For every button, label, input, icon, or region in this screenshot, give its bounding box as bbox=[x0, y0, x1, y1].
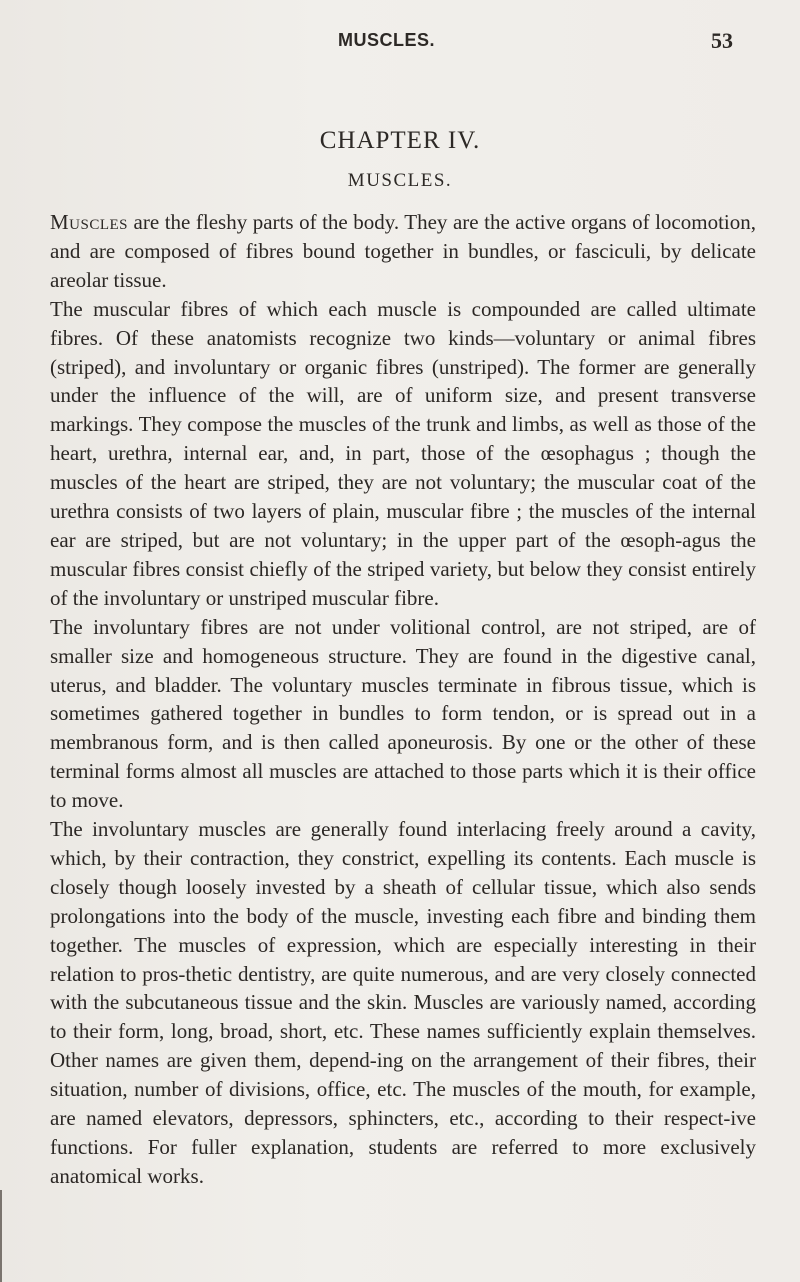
page-edge-mark bbox=[0, 1190, 2, 1282]
section-title: MUSCLES. bbox=[347, 170, 453, 191]
lead-word: Muscles bbox=[50, 210, 129, 234]
paragraph-1 bbox=[50, 208, 756, 295]
paragraph-4: The involuntary muscles are generally found interlacing freely around a cavity, which, by their contraction, they constrict, expelling its contents. Each muscle is closely though loosely invested by a sheath of cellular tissue, which also sends prolongations into the body of the muscle, investing each fibre and binding them together. The muscles of expression, which are especially interesting in their relation to pros-thetic dentistry, are quite numerous, and are very closely connected with the subcutaneous tissue and the skin. Muscles are variously named, according to their form, long, broad, short, etc. These names sufficiently explain themselves. Other names are given them, depend-ing on the arrangement of their fibres, their situation, number of divisions, office, etc. The muscles of the mouth, for example, are named elevators, depressors, sphincters, etc., according to their respect-ive functions. For fuller explanation, students are referred to more exclusively anatomical works. bbox=[50, 817, 756, 1188]
chapter-title: CHAPTER IV. bbox=[319, 127, 481, 154]
page-number: 53 bbox=[711, 28, 733, 53]
running-head: MUSCLES. bbox=[338, 30, 436, 50]
paragraph-2: The muscular fibres of which each muscle is compounded are called ultimate fibres. Of these anatomists recognize two kinds—voluntary or animal fibres (striped), and involuntary or organic fibres (unstriped). The former are generally under the influence of the will, are of uniform size, and present transverse markings. They compose the muscles of the trunk and limbs, as well as those of the heart, urethra, internal ear, and, in part, those of the œsophagus ; though the muscles of the heart are striped, they are not voluntary; the muscular coat of the urethra consists of two layers of plain, muscular fibre ; the muscles of the internal ear are striped, but are not voluntary; in the upper part of the œsoph-agus the muscular fibres consist chiefly of the striped variety, but below they consist entirely of the involuntary or unstriped muscular fibre. bbox=[50, 296, 756, 610]
paragraph-1-text: are the fleshy parts of the body. They are the active organs of locomotion, and are composed of fibres bound together in bundles, or fasciculi, by delicate areolar tissue. bbox=[50, 210, 756, 292]
paragraph-3: The involuntary fibres are not under volitional control, are not striped, are of smaller size and homogeneous structure. They are found in the digestive canal, uterus, and bladder. The voluntary muscles terminate in fibrous tissue, which is sometimes gathered together in bundles to form tendon, or is spread out in a membranous form, and is then called aponeurosis. By one or the other of these terminal forms almost all muscles are attached to those parts which it is their office to move. bbox=[50, 614, 756, 813]
body-text bbox=[50, 208, 756, 1191]
